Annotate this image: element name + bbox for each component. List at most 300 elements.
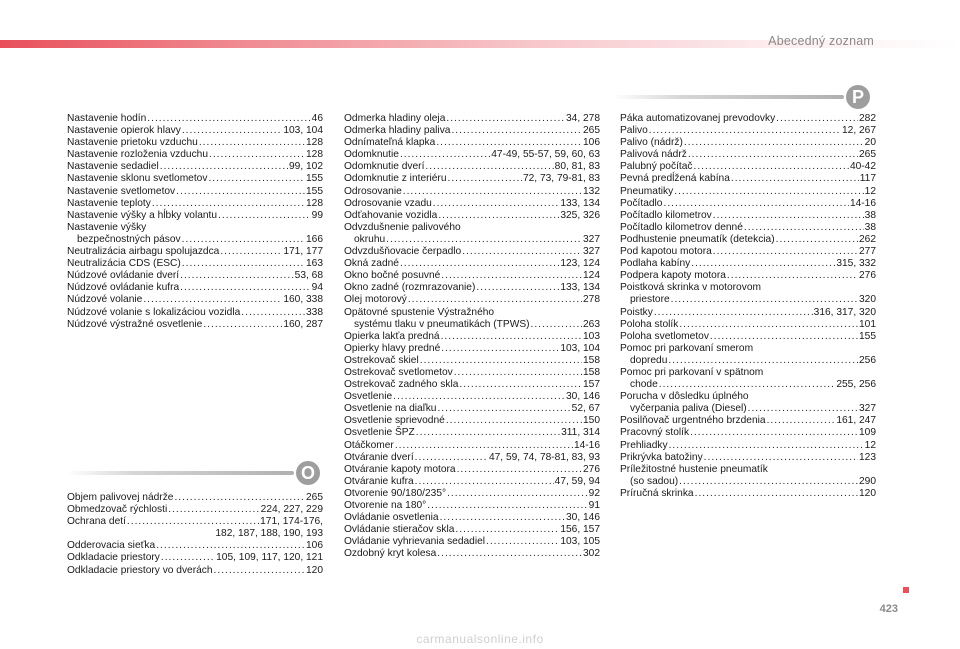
leader-dots bbox=[143, 294, 282, 306]
index-entry-name: Počítadlo bbox=[620, 197, 663, 209]
index-entry-name: Pevná predĺžená kabína bbox=[620, 173, 730, 185]
index-entry-name: Príručná skrinka bbox=[620, 487, 694, 499]
index-entry-name: Pod kapotou motora bbox=[620, 246, 712, 258]
index-entry-pages: 325, 326 bbox=[560, 209, 600, 221]
index-entry-name: Obmedzovač rýchlosti bbox=[67, 504, 168, 516]
index-entry bbox=[344, 500, 600, 512]
index-entry bbox=[620, 234, 876, 246]
index-entry-pages: 12 bbox=[864, 439, 876, 451]
index-entry-pages: 53, 68 bbox=[294, 270, 323, 282]
index-entry-pages: 155 bbox=[306, 173, 323, 185]
index-entry-pages: 128 bbox=[306, 137, 323, 149]
index-entry-pages: 132 bbox=[583, 185, 600, 197]
index-entry bbox=[67, 319, 323, 331]
leader-dots bbox=[674, 186, 863, 198]
index-entry-name: Osvetlenie ŠPZ bbox=[344, 427, 415, 439]
leader-dots bbox=[448, 173, 522, 185]
index-entry-pages: 46 bbox=[311, 113, 323, 124]
index-entry-name: Nastavenie výšky a hĺbky volantu bbox=[67, 209, 218, 221]
index-entry-name: Otáčkomer bbox=[344, 439, 394, 451]
leader-dots bbox=[199, 137, 305, 149]
leader-dots bbox=[127, 516, 259, 528]
index-entry bbox=[344, 367, 600, 379]
index-entry bbox=[344, 524, 600, 536]
leader-dots bbox=[395, 440, 573, 452]
index-entry-pages: 302 bbox=[583, 548, 600, 560]
index-entry-name: Palivo (nádrž) bbox=[620, 137, 683, 149]
index-entry-name: Nastavenie svetlometov bbox=[67, 185, 176, 197]
index-entry-pages: 276 bbox=[859, 270, 876, 282]
leader-dots bbox=[663, 198, 848, 210]
index-entry-name: Pomoc pri parkovaní v spätnom bbox=[620, 366, 764, 378]
index-entry bbox=[620, 113, 876, 125]
leader-dots bbox=[679, 319, 858, 331]
index-entry-pages: 34, 278 bbox=[566, 113, 600, 124]
index-entry bbox=[67, 173, 323, 185]
index-entry-name: Pomoc pri parkovaní smerom bbox=[620, 342, 754, 354]
index-entry-pages: 327 bbox=[859, 403, 876, 415]
index-entry-pages: 30, 146 bbox=[566, 512, 600, 524]
leader-dots bbox=[174, 492, 305, 504]
index-entry-name: Núdzové výstražné osvetlenie bbox=[67, 318, 203, 330]
leader-dots bbox=[767, 415, 836, 427]
index-entry bbox=[344, 307, 600, 331]
index-entry-name: Nastavenie sedadiel bbox=[67, 161, 159, 173]
index-entry-name: Pneumatiky bbox=[620, 185, 674, 197]
leader-dots bbox=[182, 125, 283, 137]
index-entry bbox=[620, 198, 876, 210]
index-entry bbox=[67, 125, 323, 137]
index-entry-name: Poloha svetlometov bbox=[620, 330, 709, 342]
index-entry-name: Neutralizácia CDS (ESC) bbox=[67, 258, 181, 270]
index-entry bbox=[620, 173, 876, 185]
leader-dots bbox=[446, 113, 565, 125]
index-entry-name: Ovládanie vyhrievania sedadiel bbox=[344, 536, 486, 548]
index-entry-name: Opierka lakťa predná bbox=[344, 330, 440, 342]
index-entry-name: Opierky hlavy predné bbox=[344, 342, 441, 354]
leader-dots bbox=[476, 282, 559, 294]
index-entry-continuation: okruhu bbox=[354, 233, 386, 245]
index-entry-name: Prikrývka batožiny bbox=[620, 451, 703, 463]
index-entry bbox=[620, 222, 876, 234]
index-entry-pages: 103, 104 bbox=[560, 342, 600, 354]
index-entry bbox=[344, 512, 600, 524]
index-entry-name: Ochrana detí bbox=[67, 516, 126, 528]
index-entry-pages: 158 bbox=[583, 366, 600, 378]
index-entry-pages: 101 bbox=[859, 318, 876, 330]
index-entry-name: Otváranie kapoty motora bbox=[344, 463, 456, 475]
leader-dots bbox=[654, 307, 813, 319]
leader-dots bbox=[731, 173, 859, 185]
index-entry-pages: 92 bbox=[588, 487, 600, 499]
index-entry-name: Ostrekovač skiel bbox=[344, 354, 419, 366]
leader-dots bbox=[713, 210, 864, 222]
index-entry bbox=[67, 270, 323, 282]
index-entry-name: Osvetlenie sprievodné bbox=[344, 415, 445, 427]
index-entry bbox=[344, 391, 600, 403]
index-entry-pages: 262 bbox=[859, 233, 876, 245]
index-entry-name: Ostrekovač svetlometov bbox=[344, 366, 453, 378]
index-entry-pages: 38 bbox=[864, 209, 876, 221]
index-entry-name: Odvzdušnenie palivového bbox=[344, 221, 461, 233]
index-entry-pages: 311, 314 bbox=[561, 427, 600, 439]
index-entry bbox=[67, 198, 323, 210]
leader-dots bbox=[727, 270, 858, 282]
index-entry-pages: 12 bbox=[864, 185, 876, 197]
leader-dots bbox=[671, 294, 858, 306]
index-entry-pages: 150 bbox=[583, 415, 600, 427]
index-entry-name: Otvorenie na 180° bbox=[344, 500, 427, 511]
leader-dots bbox=[776, 234, 858, 246]
index-entry-pages: 278 bbox=[583, 294, 600, 306]
leader-dots bbox=[744, 222, 864, 234]
index-entry bbox=[344, 186, 600, 198]
leader-dots bbox=[436, 137, 582, 149]
index-column-n bbox=[67, 113, 323, 331]
index-entry-name: Odmerka hladiny paliva bbox=[344, 125, 451, 137]
index-entry-pages: 327 bbox=[583, 233, 600, 245]
index-entry-pages: 106 bbox=[306, 540, 323, 552]
index-entry-name: Počítadlo kilometrov denné bbox=[620, 221, 743, 233]
index-entry-pages: 171, 174-176, bbox=[260, 516, 323, 528]
index-entry-name: Odomknutie z interiéru bbox=[344, 173, 447, 185]
index-entry-name: Okno zadné (rozmrazovanie) bbox=[344, 282, 476, 294]
leader-dots bbox=[241, 307, 305, 319]
index-entry bbox=[344, 403, 600, 415]
leader-dots bbox=[416, 427, 560, 439]
index-entry bbox=[620, 440, 876, 452]
index-entry bbox=[344, 464, 600, 476]
section-letter-o: O bbox=[296, 461, 320, 485]
index-entry-pages: 72, 73, 79-81, 83 bbox=[522, 173, 600, 185]
index-entry-pages: 106 bbox=[583, 137, 600, 149]
index-entry-name: Otvorenie 90/180/235° bbox=[344, 487, 447, 499]
leader-dots bbox=[180, 270, 294, 282]
index-entry bbox=[67, 540, 323, 552]
index-column-p bbox=[620, 113, 876, 500]
leader-dots bbox=[459, 379, 582, 391]
index-entry-pages: 120 bbox=[306, 564, 323, 576]
index-entry-name: Príležitostné hustenie pneumatík bbox=[620, 463, 768, 475]
index-entry bbox=[344, 379, 600, 391]
index-entry bbox=[344, 161, 600, 173]
running-header-title: Abecedný zoznam bbox=[768, 34, 874, 48]
index-entry-pages: 38 bbox=[864, 221, 876, 233]
index-entry-continuation: systému tlaku v pneumatikách (TPWS) bbox=[354, 318, 530, 330]
leader-dots bbox=[386, 234, 582, 246]
index-entry-pages: 120 bbox=[859, 487, 876, 499]
index-entry-name: Nastavenie opierok hlavy bbox=[67, 125, 181, 137]
leader-dots bbox=[441, 343, 559, 355]
index-entry-name: Odkladacie priestory bbox=[67, 552, 160, 564]
index-entry-name: Ozdobný kryt kolesa bbox=[344, 548, 437, 560]
index-entry-pages: 14-16 bbox=[849, 197, 876, 209]
index-entry-name: Nastavenie prietoku vzduchu bbox=[67, 137, 198, 149]
index-entry-name: Okná zadné bbox=[344, 258, 399, 270]
leader-dots bbox=[433, 198, 560, 210]
index-entry bbox=[620, 270, 876, 282]
index-entry-pages: 161, 247 bbox=[836, 415, 876, 427]
leader-dots bbox=[649, 125, 841, 137]
index-entry-pages: 105, 109, 117, 120, 121 bbox=[216, 552, 323, 564]
index-entry-pages: 255, 256 bbox=[836, 379, 876, 391]
index-entry-pages: 133, 134 bbox=[560, 282, 600, 294]
index-entry-pages: 128 bbox=[306, 197, 323, 209]
index-entry-name: Pracovný stolík bbox=[620, 427, 690, 439]
index-entry bbox=[67, 258, 323, 270]
index-entry bbox=[620, 137, 876, 149]
index-entry-pages: 156, 157 bbox=[560, 524, 600, 536]
leader-dots bbox=[160, 161, 288, 173]
leader-dots bbox=[393, 391, 565, 403]
leader-dots bbox=[441, 270, 582, 282]
leader-dots bbox=[220, 246, 282, 258]
index-entry-pages: 40-42 bbox=[849, 161, 876, 173]
leader-dots bbox=[182, 234, 305, 246]
index-entry-name: Ostrekovač zadného skla bbox=[344, 379, 459, 391]
index-entry bbox=[620, 161, 876, 173]
leader-dots bbox=[156, 540, 305, 552]
index-entry-name: Posilňovač urgentného brzdenia bbox=[620, 415, 766, 427]
leader-dots bbox=[420, 355, 582, 367]
index-entry-name: Poloha stolík bbox=[620, 318, 679, 330]
index-entry bbox=[67, 113, 323, 125]
index-entry bbox=[67, 222, 323, 246]
index-entry-pages: 47, 59, 94 bbox=[554, 475, 600, 487]
leader-dots bbox=[208, 173, 305, 185]
index-entry bbox=[620, 367, 876, 391]
index-entry-name: Porucha v dôsledku úplného bbox=[620, 391, 749, 403]
index-entry-pages: 265 bbox=[583, 125, 600, 137]
leader-dots bbox=[400, 258, 559, 270]
watermark: carmanualsonline.info bbox=[416, 632, 544, 646]
index-entry bbox=[344, 173, 600, 185]
index-entry bbox=[344, 149, 600, 161]
index-entry bbox=[620, 307, 876, 319]
index-entry-name: Podlaha kabíny bbox=[620, 258, 691, 270]
index-entry bbox=[620, 210, 876, 222]
leader-dots bbox=[462, 246, 582, 258]
leader-dots bbox=[748, 403, 858, 415]
index-entry-pages: 160, 338 bbox=[283, 294, 323, 306]
leader-dots bbox=[451, 125, 582, 137]
index-entry-pages: 163 bbox=[306, 258, 323, 270]
index-entry bbox=[620, 246, 876, 258]
index-entry-pages-continued: 182, 187, 188, 190, 193 bbox=[215, 528, 323, 540]
leader-dots bbox=[168, 504, 259, 516]
index-entry bbox=[344, 125, 600, 137]
leader-dots bbox=[684, 137, 864, 149]
index-entry-pages: 109 bbox=[859, 427, 876, 439]
index-entry bbox=[67, 307, 323, 319]
index-entry bbox=[344, 282, 600, 294]
index-entry bbox=[344, 343, 600, 355]
index-entry-name: Palubný počítač bbox=[620, 161, 693, 173]
index-entry bbox=[620, 343, 876, 367]
index-entry-name: Ovládanie stieračov skla bbox=[344, 524, 455, 536]
index-entry-pages: 277 bbox=[859, 246, 876, 258]
index-entry-pages: 256 bbox=[859, 354, 876, 366]
index-entry-pages: 99, 102 bbox=[289, 161, 323, 173]
index-entry-pages: 265 bbox=[306, 492, 323, 503]
leader-dots bbox=[176, 186, 305, 198]
index-entry-pages: 30, 146 bbox=[566, 391, 600, 403]
index-entry-pages: 14-16 bbox=[573, 439, 600, 451]
index-entry bbox=[344, 331, 600, 343]
index-entry-pages: 20 bbox=[864, 137, 876, 149]
index-entry bbox=[344, 294, 600, 306]
index-entry bbox=[620, 427, 876, 439]
index-entry bbox=[344, 427, 600, 439]
index-entry bbox=[67, 552, 323, 564]
index-entry-pages: 103 bbox=[583, 330, 600, 342]
index-entry bbox=[67, 210, 323, 222]
section-divider-p bbox=[612, 95, 844, 99]
index-entry-name: Núdzové volanie s lokalizáciou vozidla bbox=[67, 306, 241, 318]
index-entry bbox=[67, 294, 323, 306]
index-entry-name: Nastavenie rozloženia vzduchu bbox=[67, 149, 209, 161]
index-entry bbox=[67, 246, 323, 258]
index-entry-pages: 47-49, 55-57, 59, 60, 63 bbox=[491, 149, 600, 161]
index-entry-pages: 91 bbox=[588, 500, 600, 511]
leader-dots bbox=[447, 488, 588, 500]
index-entry-name: Palivová nádrž bbox=[620, 149, 687, 161]
index-entry bbox=[344, 355, 600, 367]
index-entry-pages: 80, 81, 83 bbox=[554, 161, 600, 173]
index-entry-pages: 99 bbox=[311, 209, 323, 221]
index-entry-pages: 315, 332 bbox=[836, 258, 876, 270]
index-entry bbox=[344, 488, 600, 500]
index-entry-pages: 103, 105 bbox=[560, 536, 600, 548]
index-entry-pages: 338 bbox=[306, 306, 323, 318]
leader-dots bbox=[203, 319, 282, 331]
leader-dots bbox=[457, 464, 582, 476]
leader-dots bbox=[437, 548, 582, 560]
index-entry-name: Poistková skrinka v motorovom bbox=[620, 282, 761, 294]
index-entry bbox=[620, 488, 876, 500]
index-entry-continuation: chode bbox=[630, 379, 658, 391]
index-entry bbox=[67, 186, 323, 198]
index-entry-pages: 155 bbox=[306, 185, 323, 197]
index-entry bbox=[67, 161, 323, 173]
leader-dots bbox=[659, 379, 836, 391]
leader-dots bbox=[427, 500, 587, 512]
index-entry-name: Nastavenie hodín bbox=[67, 113, 147, 124]
section-letter-p: P bbox=[846, 85, 870, 109]
index-entry bbox=[620, 149, 876, 161]
index-entry-pages: 155 bbox=[859, 330, 876, 342]
index-entry-continuation: vyčerpania paliva (Diesel) bbox=[630, 403, 747, 415]
index-entry bbox=[67, 149, 323, 161]
index-entry-name: Ovládanie osvetlenia bbox=[344, 512, 439, 524]
leader-dots bbox=[668, 355, 858, 367]
leader-dots bbox=[415, 452, 488, 464]
index-entry bbox=[344, 210, 600, 222]
section-divider-o bbox=[66, 471, 294, 475]
index-entry-pages: 12, 267 bbox=[842, 125, 876, 137]
index-column-o-left bbox=[67, 492, 323, 577]
index-entry bbox=[344, 198, 600, 210]
index-entry bbox=[344, 415, 600, 427]
leader-dots bbox=[486, 536, 559, 548]
index-entry-name: Olej motorový bbox=[344, 294, 407, 306]
leader-dots bbox=[408, 294, 582, 306]
index-entry bbox=[620, 282, 876, 306]
index-entry bbox=[344, 246, 600, 258]
index-entry-name: Otváranie kufra bbox=[344, 475, 414, 487]
leader-dots bbox=[218, 210, 311, 222]
leader-dots bbox=[688, 149, 858, 161]
index-entry-name: Odomknutie dverí bbox=[344, 161, 425, 173]
index-entry-name: Osvetlenie na diaľku bbox=[344, 403, 437, 415]
index-entry-pages: 224, 227, 229 bbox=[260, 504, 323, 516]
index-entry-pages: 265 bbox=[859, 149, 876, 161]
index-entry-name: Neutralizácia airbagu spolujazdca bbox=[67, 246, 220, 258]
index-entry-pages: 282 bbox=[859, 113, 876, 124]
leader-dots bbox=[440, 512, 565, 524]
leader-dots bbox=[437, 403, 570, 415]
index-entry bbox=[344, 548, 600, 560]
index-entry-name: Odmerka hladiny oleja bbox=[344, 113, 446, 124]
index-entry-pages: 320 bbox=[859, 294, 876, 306]
index-entry bbox=[67, 282, 323, 294]
index-entry-name: Nastavenie teploty bbox=[67, 197, 151, 209]
index-entry-pages: 123 bbox=[859, 451, 876, 463]
index-entry-pages: 276 bbox=[583, 463, 600, 475]
index-entry-pages: 117 bbox=[859, 173, 876, 185]
index-entry-name: Núdzové volanie bbox=[67, 294, 143, 306]
index-entry bbox=[620, 319, 876, 331]
leader-dots bbox=[182, 258, 305, 270]
index-entry-pages: 290 bbox=[859, 475, 876, 487]
leader-dots bbox=[531, 319, 582, 331]
index-entry-name: Palivo bbox=[620, 125, 648, 137]
index-entry-name: Objem palivovej nádrže bbox=[67, 492, 174, 503]
leader-dots bbox=[438, 210, 559, 222]
index-entry-name: Podhustenie pneumatík (detekcia) bbox=[620, 233, 775, 245]
index-entry-pages: 103, 104 bbox=[283, 125, 323, 137]
index-entry-name: Počítadlo kilometrov bbox=[620, 209, 712, 221]
index-entry-pages: 171, 177 bbox=[283, 246, 323, 258]
leader-dots bbox=[400, 149, 490, 161]
index-entry bbox=[344, 452, 600, 464]
index-entry-name: Odnímateľná klapka bbox=[344, 137, 436, 149]
leader-dots bbox=[713, 246, 858, 258]
index-entry bbox=[620, 186, 876, 198]
index-entry-pages: 158 bbox=[583, 354, 600, 366]
leader-dots bbox=[691, 258, 835, 270]
leader-dots bbox=[403, 186, 582, 198]
index-entry-continuation: bezpečnostných pásov bbox=[77, 233, 181, 245]
index-entry-name: Osvetlenie bbox=[344, 391, 393, 403]
index-entry-name: Nastavenie výšky bbox=[67, 221, 147, 233]
index-entry-name: Odrosovanie vzadu bbox=[344, 197, 432, 209]
index-entry bbox=[620, 331, 876, 343]
index-entry bbox=[67, 565, 323, 577]
leader-dots bbox=[441, 331, 582, 343]
index-entry bbox=[344, 113, 600, 125]
index-entry-pages: 160, 287 bbox=[283, 318, 323, 330]
page-number: 423 bbox=[879, 603, 898, 615]
index-entry bbox=[67, 492, 323, 504]
index-entry-name: Opätovné spustenie Výstražného bbox=[344, 306, 495, 318]
leader-dots bbox=[152, 198, 305, 210]
leader-dots bbox=[209, 149, 305, 161]
index-entry bbox=[620, 415, 876, 427]
index-entry-name: Núdzové ovládanie dverí bbox=[67, 270, 180, 282]
index-entry-name: Odkladacie priestory vo dverách bbox=[67, 564, 213, 576]
index-entry-name: Nastavenie sklonu svetlometov bbox=[67, 173, 208, 185]
